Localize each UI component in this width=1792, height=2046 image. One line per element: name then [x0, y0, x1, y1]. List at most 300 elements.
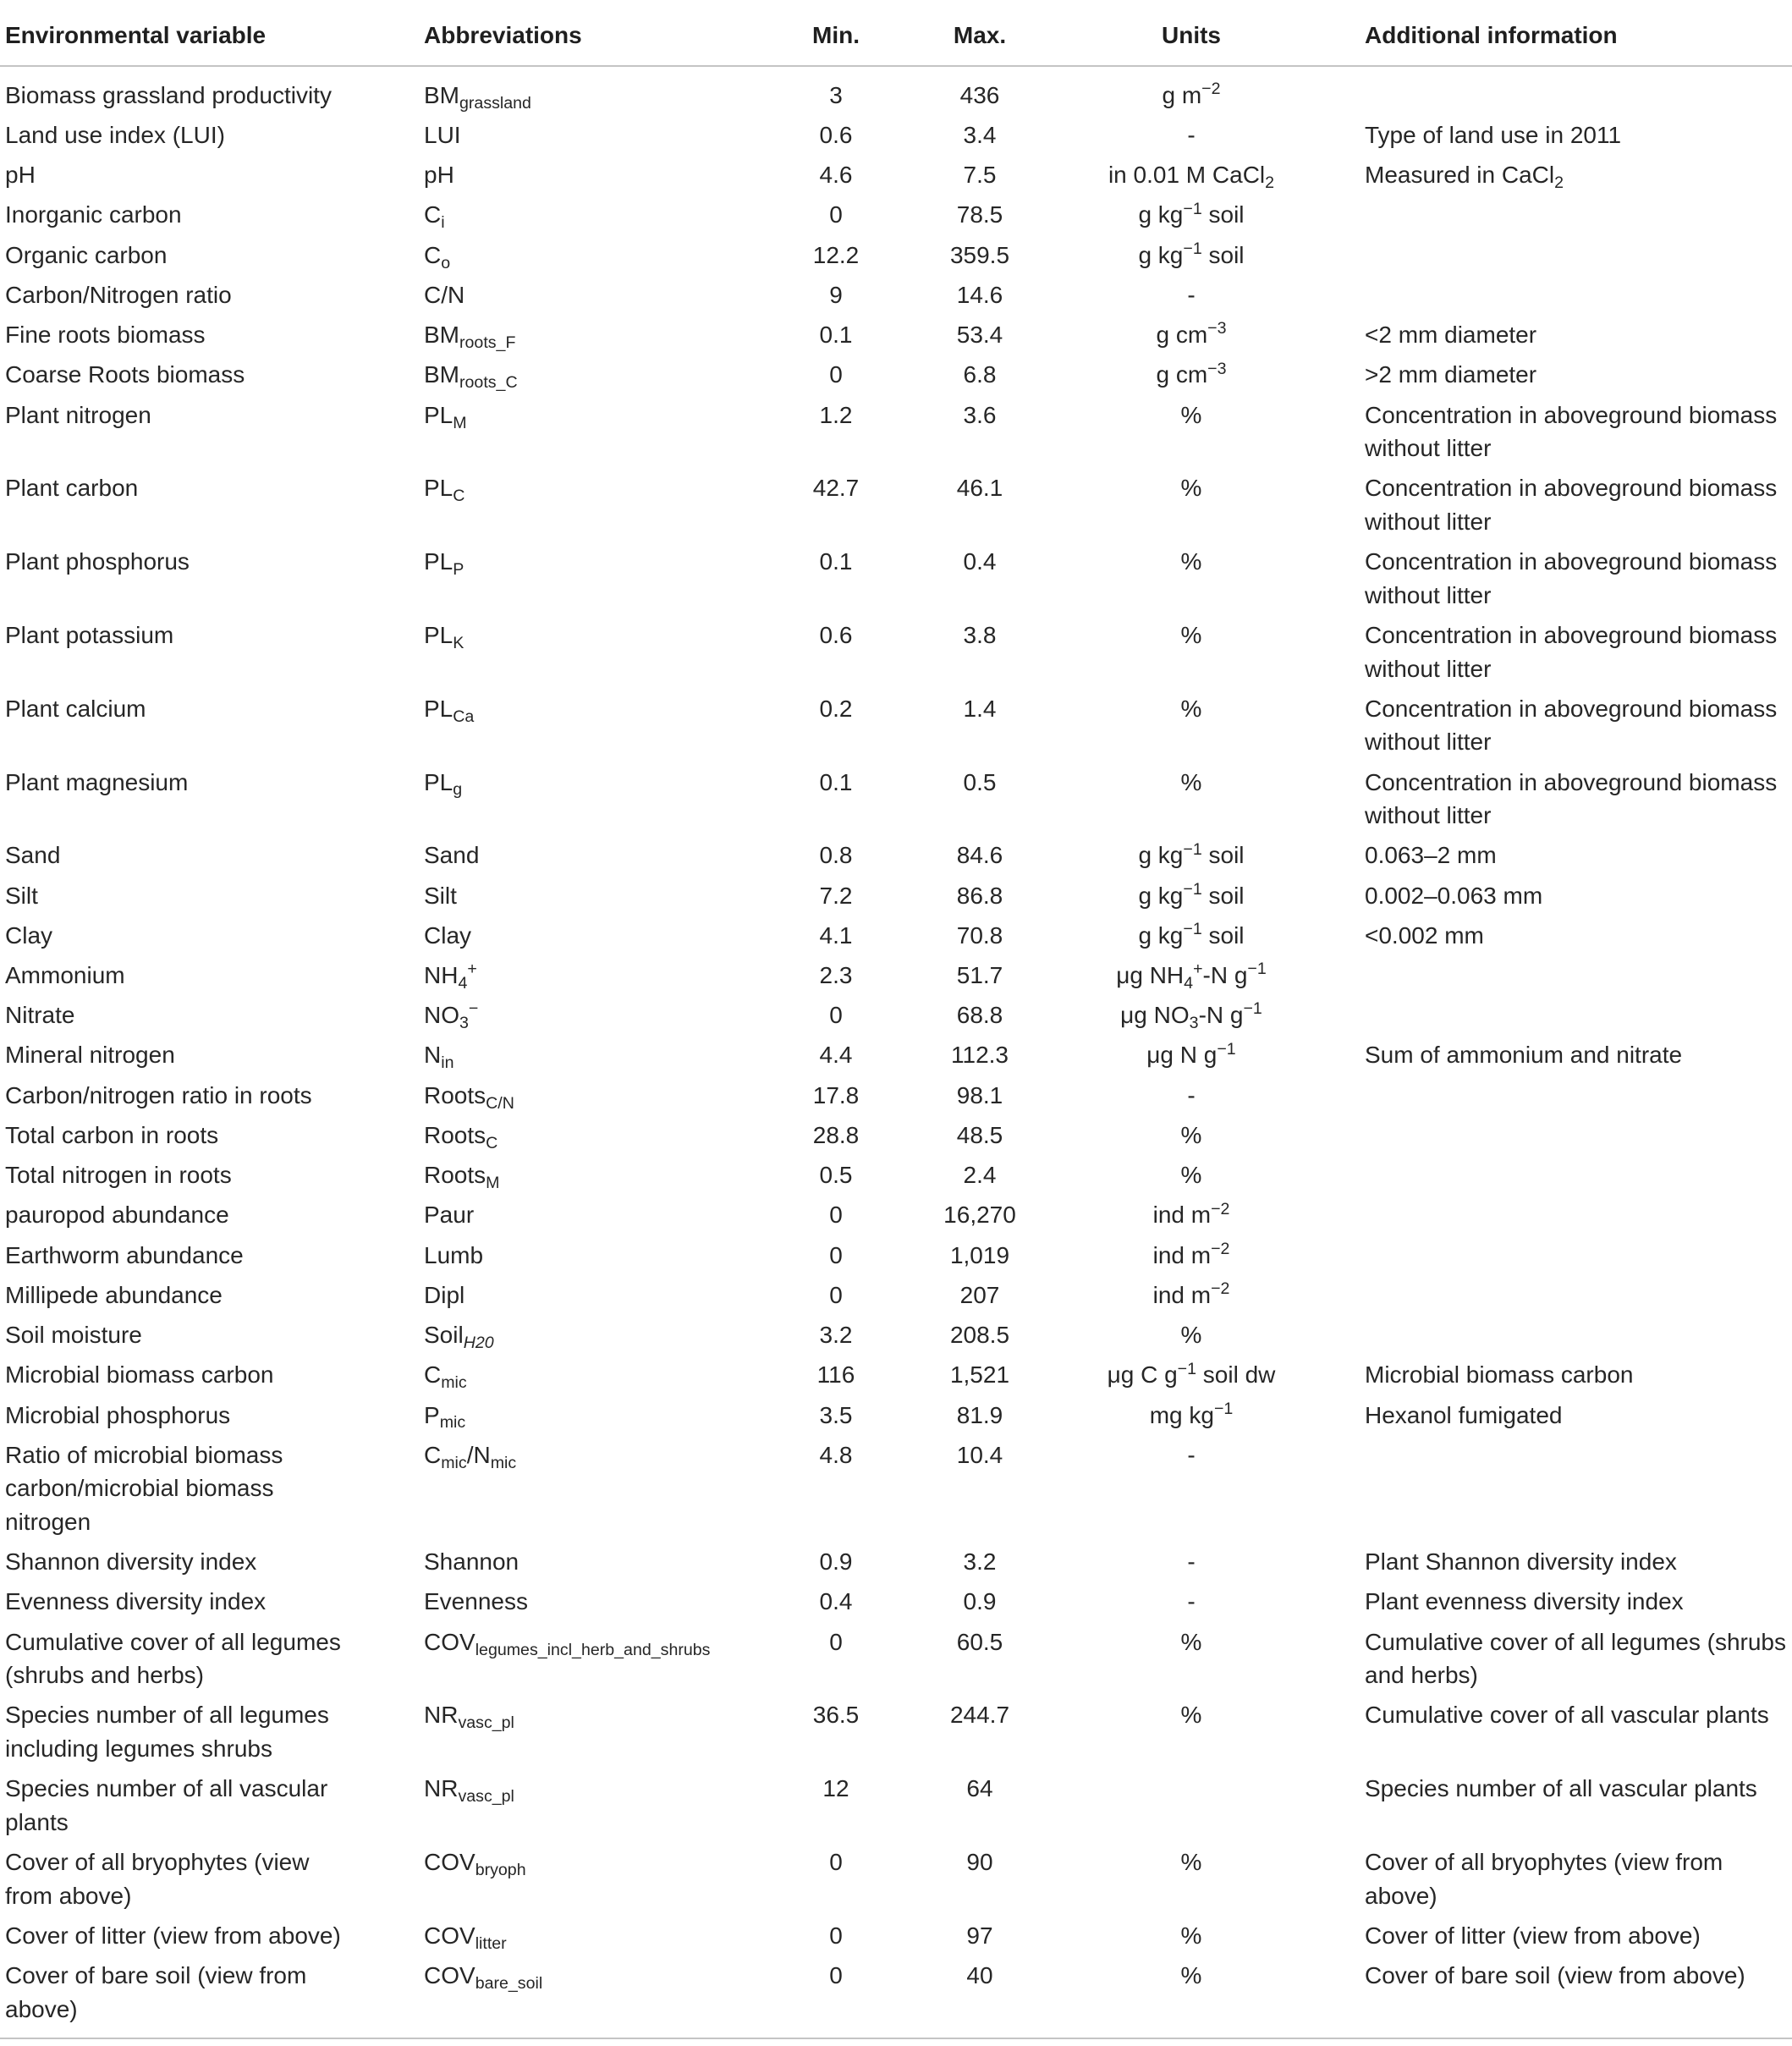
table-row	[0, 1542, 1792, 1581]
cell-units	[1056, 79, 1327, 113]
table-row	[0, 615, 1792, 689]
cell-text: g kg	[1138, 882, 1184, 909]
cell-text: PL	[424, 401, 453, 428]
cell-text: g cm	[1156, 361, 1208, 388]
superscript: −	[468, 999, 479, 1019]
cell-info: Concentration in aboveground biomass without litter	[1365, 768, 1778, 829]
cell-max: 208.5	[949, 1322, 1010, 1349]
table-row	[0, 1155, 1792, 1195]
superscript: −1	[1217, 1039, 1236, 1059]
superscript: −1	[1247, 960, 1267, 979]
cell-variable: Plant potassium	[5, 621, 174, 648]
cell-max: 98.1	[956, 1081, 1003, 1108]
cell-variable: pH	[5, 162, 36, 189]
cell-variable: Soil moisture	[5, 1322, 142, 1349]
superscript: −1	[1183, 199, 1202, 218]
cell-abbreviation: Evenness	[424, 1588, 528, 1615]
cell-text: /N	[466, 1441, 491, 1468]
cell-units	[1056, 198, 1327, 232]
cell-max: 16,270	[943, 1202, 1016, 1229]
cell-units: -	[1187, 1081, 1196, 1108]
table-row	[0, 1315, 1792, 1355]
cell-text: PL	[424, 475, 453, 502]
header-units: Units	[1162, 22, 1221, 48]
cell-variable: Total carbon in roots	[5, 1121, 219, 1148]
cell-max: 3.8	[963, 621, 997, 648]
cell-min: 0	[829, 361, 843, 388]
cell-abbreviation: Paur	[424, 1202, 475, 1229]
subscript: vasc_pl	[458, 1787, 514, 1807]
cell-abbreviation	[424, 318, 768, 352]
cell-units: %	[1180, 621, 1202, 648]
cell-abbreviation: Sand	[424, 842, 480, 869]
cell-min: 0	[829, 1202, 843, 1229]
table-row	[0, 1196, 1792, 1235]
cell-max: 3.2	[963, 1548, 997, 1576]
cell-variable: Plant calcium	[5, 695, 146, 722]
cell-max: 1,521	[949, 1361, 1010, 1389]
cell-variable: Plant carbon	[5, 475, 139, 502]
cell-max: 2.4	[963, 1162, 997, 1189]
cell-text: μg NH	[1116, 962, 1185, 989]
subscript: C	[453, 487, 465, 506]
cell-variable: pauropod abundance	[5, 1202, 229, 1229]
cell-min: 0.1	[819, 322, 853, 349]
cell-max: 0.5	[963, 768, 997, 795]
cell-variable: Plant magnesium	[5, 768, 189, 795]
cell-max: 64	[966, 1775, 993, 1802]
subscript: mic	[439, 1413, 466, 1433]
cell-abbreviation	[424, 1919, 768, 1953]
cell-variable: Nitrate	[5, 1002, 75, 1029]
cell-text: PL	[424, 768, 453, 795]
table-row	[0, 355, 1792, 395]
table-row	[0, 916, 1792, 955]
cell-max: 51.7	[956, 962, 1003, 989]
superscript: −1	[1243, 999, 1262, 1019]
cell-text: C	[424, 201, 442, 228]
cell-info: Plant evenness diversity index	[1365, 1588, 1684, 1615]
cell-min: 0	[829, 1241, 843, 1268]
cell-units: %	[1180, 1162, 1202, 1189]
cell-variable: Shannon diversity index	[5, 1548, 257, 1576]
table-row	[0, 1115, 1792, 1155]
cell-info: Cover of all bryophytes (view from above)	[1365, 1848, 1723, 1909]
superscript: −1	[1183, 879, 1202, 899]
cell-max: 207	[959, 1281, 1000, 1308]
table-bottom-rule	[0, 2038, 1792, 2039]
cell-info: Concentration in aboveground biomass without litter	[1365, 548, 1778, 608]
cell-min: 1.2	[819, 401, 853, 428]
table-row	[0, 1036, 1792, 1075]
cell-units	[1056, 1358, 1327, 1392]
cell-units: -	[1187, 1588, 1196, 1615]
cell-text: NR	[424, 1775, 459, 1802]
cell-abbreviation	[424, 692, 768, 726]
cell-max: 244.7	[949, 1702, 1010, 1729]
table-row	[0, 155, 1792, 195]
cell-text: ind m	[1152, 1281, 1212, 1308]
subscript: 4	[1184, 973, 1194, 993]
subscript: H20	[463, 1334, 494, 1352]
table-row	[0, 835, 1792, 875]
subscript: M	[453, 413, 467, 432]
cell-min: 0	[829, 1628, 843, 1655]
cell-min: 3.5	[819, 1401, 853, 1428]
subscript: 2	[1554, 173, 1564, 193]
cell-info: Microbial biomass carbon	[1365, 1361, 1634, 1389]
subscript: grassland	[459, 93, 531, 113]
header-max: Max.	[953, 22, 1007, 48]
cell-variable: Plant nitrogen	[5, 401, 151, 428]
cell-units: %	[1180, 1848, 1202, 1875]
subscript: 3	[459, 1014, 469, 1033]
cell-text: μg N g	[1146, 1042, 1218, 1069]
cell-min: 0.6	[819, 121, 853, 148]
cell-text: soil	[1201, 241, 1245, 268]
superscript: −1	[1183, 920, 1202, 939]
subscript: mic	[490, 1453, 517, 1472]
cell-info: <0.002 mm	[1365, 921, 1484, 949]
cell-max: 68.8	[956, 1002, 1003, 1029]
cell-variable: Biomass grassland productivity	[5, 81, 332, 108]
table-row	[0, 315, 1792, 355]
cell-text: N	[424, 1042, 442, 1069]
cell-variable: Carbon/nitrogen ratio in roots	[5, 1081, 312, 1108]
subscript: legumes_incl_herb_and_shrubs	[475, 1640, 711, 1659]
cell-max: 112.3	[951, 1042, 1009, 1069]
cell-abbreviation	[424, 1158, 768, 1192]
cell-text: g m	[1162, 81, 1202, 108]
cell-info: Species number of all vascular plants	[1365, 1775, 1757, 1802]
cell-abbreviation: Shannon	[424, 1548, 519, 1576]
cell-variable: Earthworm abundance	[5, 1241, 244, 1268]
table-row	[0, 1395, 1792, 1435]
cell-abbreviation	[424, 766, 768, 800]
table-row	[0, 1768, 1792, 1842]
cell-max: 1.4	[963, 695, 997, 722]
cell-units: %	[1180, 1121, 1202, 1148]
table-row	[0, 1622, 1792, 1696]
cell-units: %	[1180, 548, 1202, 575]
header-min: Min.	[812, 22, 860, 48]
cell-min: 4.1	[819, 921, 853, 949]
header-additional-info: Additional information	[1365, 22, 1618, 48]
cell-text: ind m	[1152, 1202, 1212, 1229]
cell-text: μg C g	[1107, 1361, 1178, 1389]
subscript: 2	[1265, 173, 1275, 193]
subscript: mic	[441, 1373, 467, 1393]
table-row	[0, 1916, 1792, 1955]
cell-max: 14.6	[956, 281, 1003, 308]
cell-variable: Land use index (LUI)	[5, 121, 225, 148]
cell-min: 4.8	[819, 1441, 853, 1468]
cell-text: soil	[1201, 842, 1245, 869]
cell-abbreviation	[424, 1399, 768, 1433]
cell-text: COV	[424, 1922, 475, 1949]
subscript: o	[441, 253, 451, 272]
cell-min: 28.8	[812, 1121, 860, 1148]
cell-max: 436	[959, 81, 1000, 108]
cell-text: NH	[424, 962, 459, 989]
cell-abbreviation: Clay	[424, 921, 472, 949]
cell-variable: Millipede abundance	[5, 1281, 223, 1308]
cell-text: Roots	[424, 1081, 486, 1108]
cell-units: %	[1180, 1961, 1202, 1988]
table-body	[0, 67, 1792, 2029]
subscript: mic	[441, 1453, 467, 1472]
cell-min: 9	[829, 281, 843, 308]
cell-text: soil	[1201, 201, 1245, 228]
table-row	[0, 195, 1792, 235]
cell-max: 46.1	[956, 475, 1003, 502]
cell-abbreviation	[424, 619, 768, 652]
cell-min: 0.1	[819, 768, 853, 795]
table-row	[0, 1842, 1792, 1916]
cell-max: 6.8	[963, 361, 997, 388]
cell-text: COV	[424, 1961, 475, 1988]
cell-max: 10.4	[956, 1441, 1003, 1468]
table-row	[0, 469, 1792, 542]
cell-min: 0.9	[819, 1548, 853, 1576]
cell-abbreviation: Lumb	[424, 1241, 484, 1268]
cell-info: Type of land use in 2011	[1365, 121, 1622, 148]
cell-variable: Ratio of microbial biomass carbon/microbial biomass nitrogen	[5, 1441, 283, 1535]
cell-text: g kg	[1138, 842, 1184, 869]
cell-min: 0	[829, 1281, 843, 1308]
subscript: roots_C	[459, 373, 518, 393]
table-row	[0, 75, 1792, 115]
cell-min: 0.4	[819, 1588, 853, 1615]
cell-units: %	[1180, 401, 1202, 428]
subscript: Ca	[453, 707, 475, 726]
cell-abbreviation: LUI	[424, 121, 461, 148]
header-abbreviation: Abbreviations	[424, 22, 582, 48]
cell-units	[1056, 318, 1327, 352]
cell-min: 0.6	[819, 621, 853, 648]
cell-units: -	[1187, 121, 1196, 148]
subscript: K	[453, 633, 464, 652]
cell-text: mg kg	[1149, 1401, 1214, 1428]
cell-variable: Evenness diversity index	[5, 1588, 267, 1615]
cell-min: 0	[829, 1002, 843, 1029]
cell-min: 0.1	[819, 548, 853, 575]
cell-units: %	[1180, 1922, 1202, 1949]
cell-variable: Inorganic carbon	[5, 201, 182, 228]
superscript: −1	[1177, 1359, 1197, 1378]
cell-min: 4.4	[819, 1042, 853, 1069]
subscript: P	[453, 560, 464, 580]
cell-units	[1056, 239, 1327, 272]
cell-text: BM	[424, 361, 459, 388]
cell-max: 78.5	[956, 201, 1003, 228]
cell-abbreviation: Dipl	[424, 1281, 465, 1308]
cell-variable: Microbial phosphorus	[5, 1401, 231, 1428]
superscript: −3	[1207, 319, 1227, 338]
cell-min: 12	[822, 1775, 849, 1802]
cell-min: 116	[816, 1361, 855, 1389]
cell-max: 3.6	[963, 401, 997, 428]
superscript: −2	[1211, 1199, 1230, 1218]
cell-text: C	[424, 1441, 442, 1468]
cell-units: %	[1180, 768, 1202, 795]
cell-abbreviation	[424, 1698, 768, 1732]
cell-max: 97	[966, 1922, 993, 1949]
cell-variable: Organic carbon	[5, 241, 168, 268]
cell-max: 0.9	[963, 1588, 997, 1615]
cell-text: soil dw	[1196, 1361, 1276, 1389]
cell-units: -	[1187, 1548, 1196, 1576]
table-row	[0, 689, 1792, 762]
cell-abbreviation	[424, 1625, 768, 1659]
cell-abbreviation	[424, 998, 768, 1032]
cell-units	[1056, 879, 1327, 913]
cell-info: 0.002–0.063 mm	[1365, 882, 1543, 909]
cell-text: NR	[424, 1702, 459, 1729]
superscript: −2	[1201, 79, 1221, 98]
cell-max: 0.4	[963, 548, 997, 575]
cell-variable: Species number of all legumes including legumes shrubs	[5, 1702, 329, 1762]
superscript: −1	[1183, 839, 1202, 859]
cell-abbreviation	[424, 1438, 768, 1472]
cell-info: >2 mm diameter	[1365, 361, 1537, 388]
cell-variable: Cover of all bryophytes (view from above)	[5, 1848, 310, 1909]
subscript: 3	[1189, 1014, 1199, 1033]
cell-info: Cumulative cover of all legumes (shrubs and herbs)	[1365, 1628, 1786, 1689]
cell-text: Soil	[424, 1322, 464, 1349]
cell-variable: Total nitrogen in roots	[5, 1162, 232, 1189]
cell-text: Roots	[424, 1121, 486, 1148]
cell-min: 0	[829, 201, 843, 228]
cell-abbreviation	[424, 959, 768, 993]
table-row	[0, 235, 1792, 275]
cell-max: 86.8	[956, 882, 1003, 909]
cell-abbreviation	[424, 1318, 768, 1352]
cell-text: PL	[424, 621, 453, 648]
subscript: roots_F	[459, 333, 516, 353]
cell-min: 0.8	[819, 842, 853, 869]
subscript: in	[441, 1053, 454, 1073]
cell-variable: Carbon/Nitrogen ratio	[5, 281, 232, 308]
cell-abbreviation	[424, 198, 768, 232]
cell-variable: Plant phosphorus	[5, 548, 190, 575]
cell-variable: Microbial biomass carbon	[5, 1361, 274, 1389]
cell-units	[1056, 839, 1327, 872]
cell-units: %	[1180, 475, 1202, 502]
cell-variable: Ammonium	[5, 962, 125, 989]
cell-abbreviation	[424, 545, 768, 579]
subscript: 4	[458, 973, 468, 993]
cell-min: 0	[829, 1848, 843, 1875]
cell-text: BM	[424, 81, 459, 108]
cell-variable: Cover of bare soil (view from above)	[5, 1961, 307, 2022]
cell-text: NO	[424, 1002, 459, 1029]
cell-min: 0	[829, 1922, 843, 1949]
cell-text: g kg	[1138, 201, 1184, 228]
cell-min: 17.8	[812, 1081, 860, 1108]
cell-max: 48.5	[956, 1121, 1003, 1148]
subscript: C	[486, 1133, 498, 1152]
cell-text: COV	[424, 1848, 475, 1875]
superscript: −2	[1211, 1239, 1230, 1258]
table-row	[0, 1582, 1792, 1622]
cell-abbreviation	[424, 1038, 768, 1072]
table-row	[0, 1435, 1792, 1542]
table-row	[0, 1075, 1792, 1115]
cell-max: 3.4	[963, 121, 997, 148]
superscript: +	[467, 960, 477, 979]
table-row	[0, 1275, 1792, 1315]
cell-units: %	[1180, 695, 1202, 722]
cell-text: PL	[424, 695, 453, 722]
cell-min: 3	[829, 81, 843, 108]
cell-info: Hexanol fumigated	[1365, 1401, 1563, 1428]
subscript: M	[486, 1174, 500, 1193]
cell-abbreviation	[424, 471, 768, 505]
table-row	[0, 876, 1792, 916]
table-header	[0, 0, 1792, 67]
cell-info: <2 mm diameter	[1365, 322, 1537, 349]
table-row	[0, 955, 1792, 995]
cell-variable: Sand	[5, 842, 61, 869]
superscript: −3	[1207, 359, 1227, 378]
cell-min: 0	[829, 1961, 843, 1988]
cell-min: 2.3	[819, 962, 853, 989]
cell-max: 1,019	[949, 1241, 1010, 1268]
cell-max: 84.6	[956, 842, 1003, 869]
cell-text: C	[424, 1361, 442, 1389]
cell-text: soil	[1201, 882, 1245, 909]
header-variable: Environmental variable	[5, 22, 267, 48]
cell-abbreviation	[424, 1119, 768, 1152]
table-row	[0, 762, 1792, 836]
cell-info: 0.063–2 mm	[1365, 842, 1497, 869]
cell-variable: Species number of all vascular plants	[5, 1775, 328, 1835]
cell-info: Plant Shannon diversity index	[1365, 1548, 1677, 1576]
table-row	[0, 115, 1792, 155]
cell-text: g kg	[1138, 921, 1184, 949]
cell-units	[1056, 1279, 1327, 1312]
cell-abbreviation	[424, 358, 768, 392]
cell-units	[1056, 158, 1327, 192]
cell-abbreviation	[424, 399, 768, 432]
cell-max: 90	[966, 1848, 993, 1875]
cell-min: 36.5	[812, 1702, 860, 1729]
cell-info: Concentration in aboveground biomass without litter	[1365, 475, 1778, 535]
subscript: bryoph	[475, 1860, 526, 1879]
cell-units: %	[1180, 1322, 1202, 1349]
cell-variable: Cover of litter (view from above)	[5, 1922, 341, 1949]
cell-info: Concentration in aboveground biomass without litter	[1365, 621, 1778, 682]
cell-max: 7.5	[963, 162, 997, 189]
cell-variable: Cumulative cover of all legumes (shrubs and herbs)	[5, 1628, 341, 1689]
cell-units: %	[1180, 1628, 1202, 1655]
cell-units	[1056, 1239, 1327, 1273]
cell-max: 359.5	[949, 241, 1010, 268]
table-row	[0, 1955, 1792, 2029]
cell-variable: Clay	[5, 921, 53, 949]
subscript: vasc_pl	[458, 1713, 514, 1733]
cell-min: 42.7	[812, 475, 860, 502]
cell-abbreviation	[424, 1959, 768, 1993]
cell-text: COV	[424, 1628, 475, 1655]
cell-text: soil	[1201, 921, 1245, 949]
cell-max: 53.4	[956, 322, 1003, 349]
cell-info	[1327, 158, 1792, 192]
cell-info: Sum of ammonium and nitrate	[1365, 1042, 1683, 1069]
table-row	[0, 275, 1792, 315]
subscript: i	[441, 213, 445, 233]
